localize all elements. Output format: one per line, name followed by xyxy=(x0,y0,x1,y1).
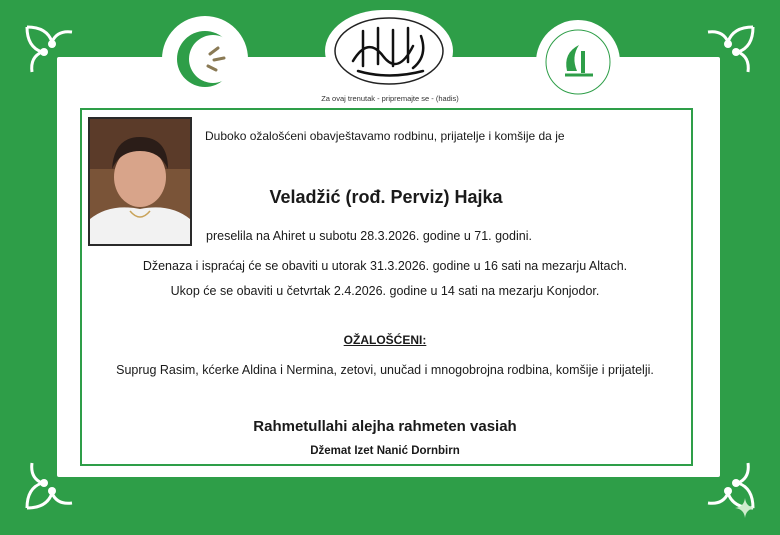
dzenaza-line: Dženaza i ispraćaj će se obaviti u utorak 31.3.2026. godine u 16 sati na mezarju Altach. xyxy=(142,259,628,273)
burial-line: Ukop će se obaviti u četvrtak 2.4.2026. godine u 14 sati na mezarju Konjodor. xyxy=(170,284,600,298)
deceased-photo xyxy=(88,117,192,246)
arabic-calligraphy-emblem xyxy=(325,10,453,92)
dzemat-name: Džemat Izet Nanić Dornbirn xyxy=(310,445,460,457)
mourners-heading: OŽALOŠĆENI: xyxy=(343,333,427,347)
death-date-line: preselila na Ahiret u subotu 28.3.2026. godine u 71. godini. xyxy=(206,229,532,243)
deceased-name: Veladžić (rođ. Perviz) Hajka xyxy=(269,187,503,207)
intro-text: Duboko ožalošćeni obavještavamo rodbinu, prijatelje i komšije da je xyxy=(205,129,565,143)
sparkle-icon xyxy=(735,498,755,518)
hadis-caption: Za ovaj trenutak - pripremajte se - (hadis) xyxy=(321,94,459,103)
corner-ornament-icon xyxy=(668,22,758,92)
mourners-list: Suprug Rasim, kćerke Aldina i Nermina, zetovi, unučad i mnogobrojna rodbina, komšije i prijatelji. xyxy=(116,363,654,377)
mosque-logo-emblem xyxy=(536,20,620,104)
corner-ornament-icon xyxy=(22,22,112,92)
crescent-icon xyxy=(170,24,240,94)
dua-text: Rahmetullahi alejha rahmeten vasiah xyxy=(253,418,517,435)
calligraphy-icon xyxy=(333,16,445,86)
mosque-logo-icon xyxy=(543,27,613,97)
portrait-image xyxy=(90,119,190,244)
corner-ornament-icon xyxy=(22,443,112,513)
crescent-star-emblem xyxy=(162,16,248,102)
